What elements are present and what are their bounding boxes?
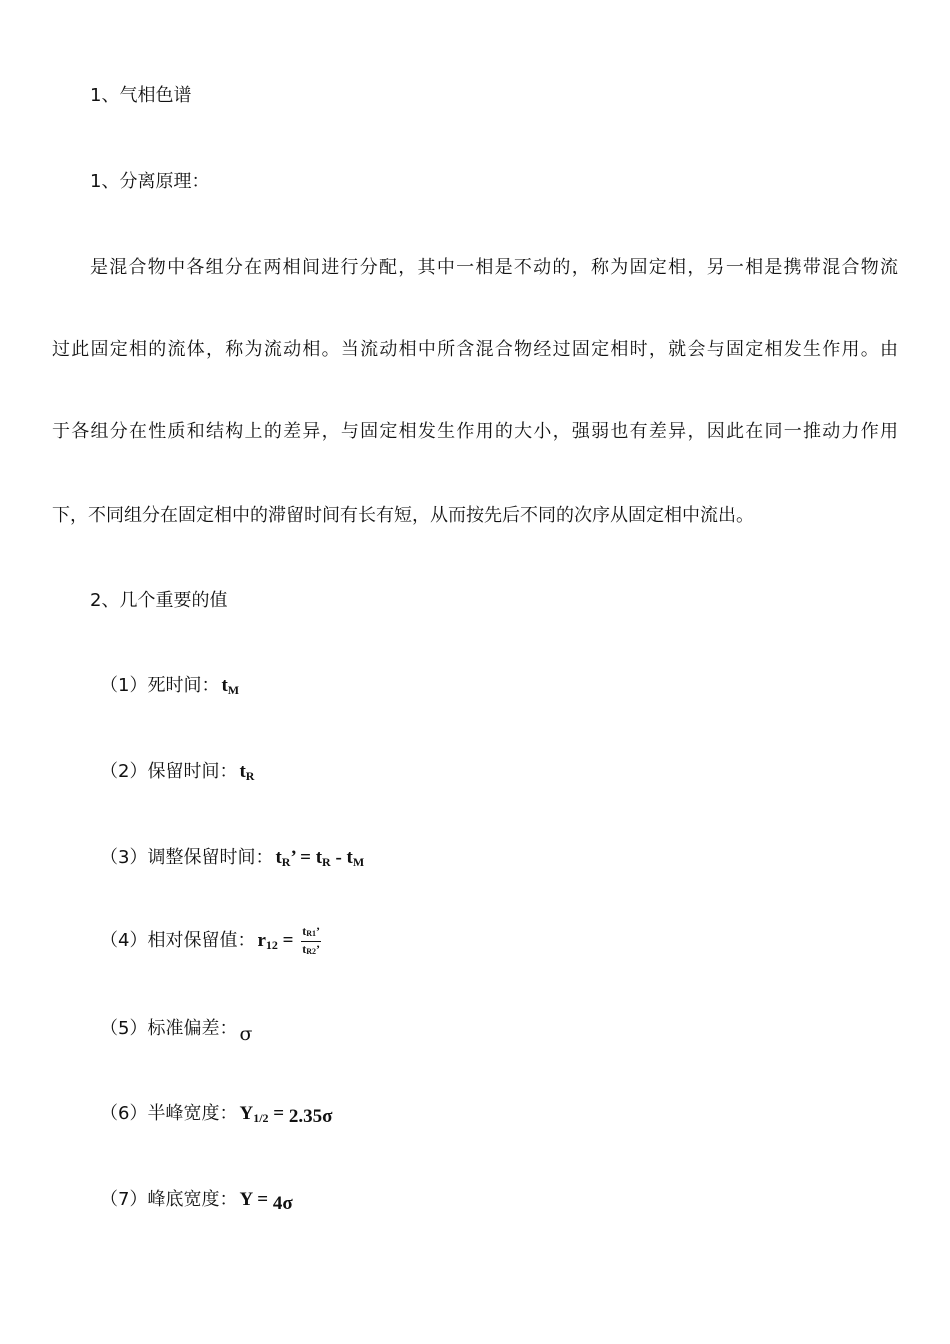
formula-half-peak-width: $Y_{1/2} = 2.35\sigma$ — [239, 1103, 333, 1127]
item-label: （5）标准偏差： — [100, 1018, 238, 1039]
item-standard-deviation — [100, 1016, 253, 1045]
item-peak-base-width — [100, 1188, 293, 1212]
item-dead-time — [100, 674, 239, 702]
item-relative-retention — [100, 924, 321, 959]
formula-peak-base-width: Y = 4σ — [239, 1189, 293, 1214]
paragraph-line-3: 于各组分在性质和结构上的差异，与固定相发生作用的大小，强弱也有差异，因此在同一推动力作用 — [52, 421, 898, 442]
item-retention-time — [100, 760, 254, 788]
item-label: （7）峰底宽度： — [100, 1189, 238, 1210]
item-label: （2）保留时间： — [100, 761, 238, 782]
paragraph-line-1: 是混合物中各组分在两相间进行分配，其中一相是不动的，称为固定相，另一相是携带混合物流 — [90, 257, 898, 278]
formula-adjusted-retention-time: $t_R$’ = $t_R - t_M$ — [275, 847, 365, 869]
formula-sigma: σ — [239, 1023, 253, 1045]
item-label: （3）调整保留时间： — [100, 847, 274, 868]
item-label: （6）半峰宽度： — [100, 1103, 238, 1124]
item-label: （1）死时间： — [100, 675, 220, 696]
heading-gas-chromatography: 1、气相色谱 — [90, 85, 192, 106]
item-half-peak-width — [100, 1102, 332, 1130]
formula-relative-retention: $r_{12}$ = $\frac{t_{R1}’}{t_{R2}’}$ — [257, 930, 321, 951]
paragraph-line-4: 下，不同组分在固定相中的滞留时间有长有短，从而按先后不同的次序从固定相中流出。 — [52, 505, 754, 526]
heading-separation-principle: 1、分离原理： — [90, 171, 210, 192]
formula-dead-time: $t_M$ — [221, 675, 240, 697]
formula-retention-time: $t_R$ — [239, 761, 255, 783]
paragraph-line-2: 过此固定相的流体，称为流动相。当流动相中所含混合物经过固定相时，就会与固定相发生作用。由 — [52, 339, 898, 360]
item-label: （4）相对保留值： — [100, 929, 256, 951]
fraction: $\frac{t_{R1}’}{t_{R2}’}$ — [302, 924, 320, 956]
heading-important-values: 2、几个重要的值 — [90, 590, 228, 611]
item-adjusted-retention-time — [100, 846, 364, 874]
